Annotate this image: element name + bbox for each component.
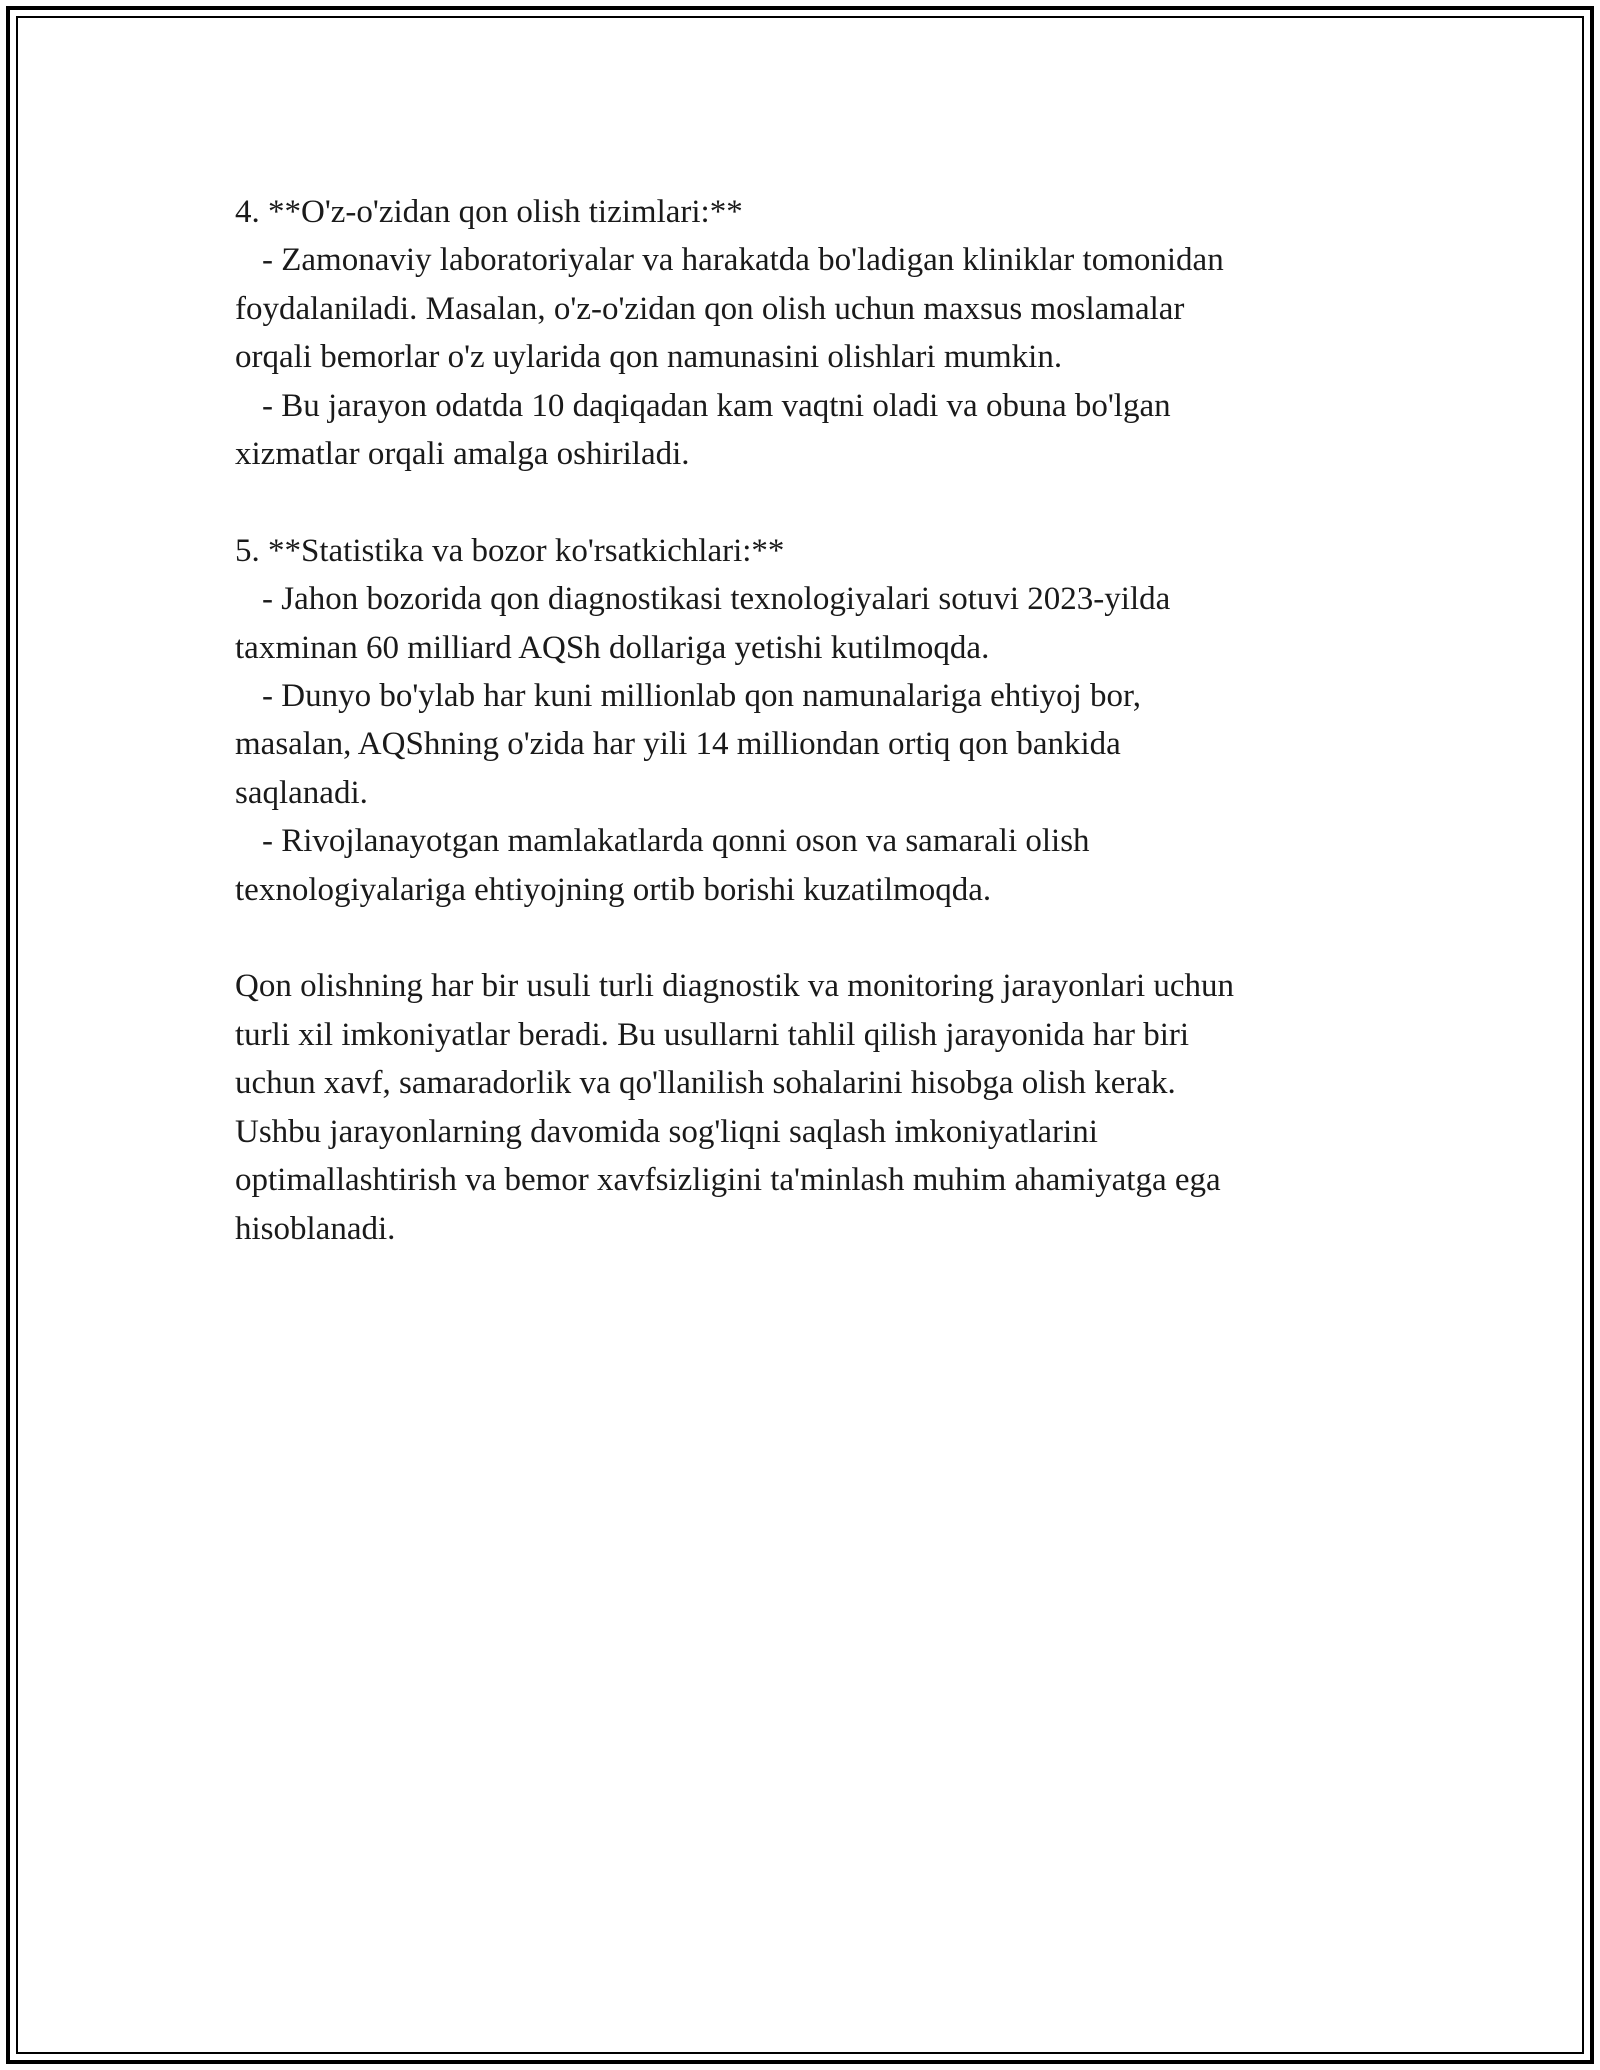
conclusion-line-6: hisoblanadi. <box>235 1210 396 1247</box>
section-4 <box>235 188 1365 478</box>
section-5-bullet-3-line-2: texnologiyalariga ehtiyojning ortib borishi kuzatilmoqda. <box>235 871 992 908</box>
section-5 <box>235 527 1365 914</box>
section-4-bullet-2-line-2: xizmatlar orqali amalga oshiriladi. <box>235 436 690 473</box>
section-4-bullet-1-line-1: - Zamonaviy laboratoriyalar va harakatda bo'ladigan kliniklar tomonidan <box>262 242 1224 279</box>
conclusion-line-5: optimallashtirish va bemor xavfsizligini ta'minlash muhim ahamiyatga ega <box>235 1162 1221 1199</box>
conclusion-line-2: turli xil imkoniyatlar beradi. Bu usullarni tahlil qilish jarayonida har biri <box>235 1016 1190 1053</box>
conclusion-paragraph <box>235 962 1365 1252</box>
conclusion-line-3: uchun xavf, samaradorlik va qo'llanilish sohalarini hisobga olish kerak. <box>235 1065 1176 1102</box>
section-5-bullet-2-line-3: saqlanadi. <box>235 774 368 811</box>
document-body <box>235 188 1365 1301</box>
section-5-bullet-2-line-2: masalan, AQShning o'zida har yili 14 milliondan ortiq qon bankida <box>235 726 1121 763</box>
section-4-bullet-1-line-2: foydalaniladi. Masalan, o'z-o'zidan qon olish uchun maxsus moslamalar <box>235 290 1185 327</box>
section-4-bullet-1-line-3: orqali bemorlar o'z uylarida qon namunasini olishlari mumkin. <box>235 339 1063 376</box>
section-5-bullet-1-line-2: taxminan 60 milliard AQSh dollariga yetishi kutilmoqda. <box>235 629 990 666</box>
conclusion-line-1: Qon olishning har bir usuli turli diagnostik va monitoring jarayonlari uchun <box>235 968 1235 1005</box>
section-5-bullet-2-line-1: - Dunyo bo'ylab har kuni millionlab qon namunalariga ehtiyoj bor, <box>262 678 1141 715</box>
section-4-bullet-2-line-1: - Bu jarayon odatda 10 daqiqadan kam vaqtni oladi va obuna bo'lgan <box>262 387 1171 424</box>
conclusion-line-4: Ushbu jarayonlarning davomida sog'liqni saqlash imkoniyatlarini <box>235 1113 1098 1150</box>
section-4-heading: 4. **O'z-o'zidan qon olish tizimlari:** <box>235 194 743 230</box>
section-5-bullet-3-line-1: - Rivojlanayotgan mamlakatlarda qonni oson va samarali olish <box>262 823 1090 860</box>
section-5-heading: 5. **Statistika va bozor ko'rsatkichlari:** <box>235 532 785 569</box>
section-5-bullet-1-line-1: - Jahon bozorida qon diagnostikasi texnologiyalari sotuvi 2023-yilda <box>262 581 1171 618</box>
